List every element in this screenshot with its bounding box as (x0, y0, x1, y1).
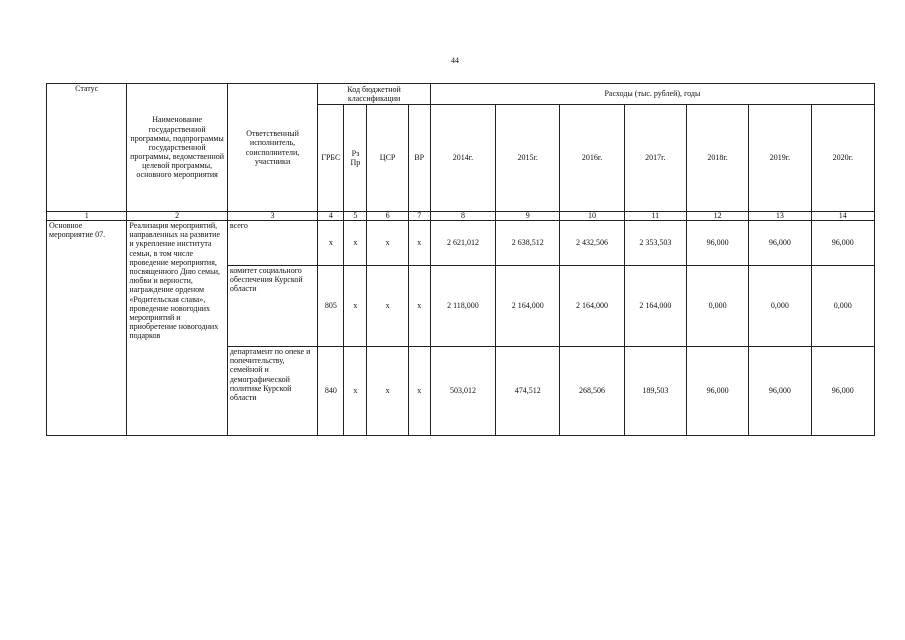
column-number: 8 (430, 212, 495, 221)
value-cell: 96,000 (686, 347, 748, 436)
column-number: 7 (408, 212, 430, 221)
column-number: 6 (367, 212, 408, 221)
header-row-top (47, 84, 875, 105)
column-number: 12 (686, 212, 748, 221)
value-cell: 0,000 (749, 266, 811, 347)
header-expenses: Расходы (тыс. рублей), годы (430, 84, 874, 105)
column-number: 14 (811, 212, 874, 221)
rzpr-cell: х (344, 266, 367, 347)
grbs-cell: х (318, 221, 344, 266)
column-number: 3 (227, 212, 317, 221)
budget-table (46, 83, 875, 436)
rzpr-cell: х (344, 347, 367, 436)
responsible-cell: департамент по опеке и попечительству, семейной и демографической политике Курской области (227, 347, 317, 436)
vr-cell: х (408, 266, 430, 347)
header-year: 2015г. (496, 105, 560, 212)
column-number: 11 (624, 212, 686, 221)
vr-cell: х (408, 347, 430, 436)
value-cell: 96,000 (811, 221, 874, 266)
table-row-total (47, 221, 875, 266)
column-number: 5 (344, 212, 367, 221)
header-vr: ВР (408, 105, 430, 212)
csr-cell: х (367, 266, 408, 347)
column-number-row (47, 212, 875, 221)
header-year: 2016г. (560, 105, 624, 212)
column-number: 2 (127, 212, 227, 221)
measure-name-cell: Реализация мероприятий, направленных на развитие и укрепление института семьи, в том числе проведение мероприятия, посвященного Дню семьи, любви и верности, награждение орденом «Родительская слава», проведение новогодних мероприятий и приобретение новогодних подарков (127, 221, 227, 436)
value-cell: 189,503 (624, 347, 686, 436)
value-cell: 0,000 (811, 266, 874, 347)
header-grbs: ГРБС (318, 105, 344, 212)
header-year: 2018г. (686, 105, 748, 212)
value-cell: 474,512 (496, 347, 560, 436)
rzpr-cell: х (344, 221, 367, 266)
header-csr: ЦСР (367, 105, 408, 212)
value-cell: 96,000 (749, 347, 811, 436)
column-number: 9 (496, 212, 560, 221)
header-year: 2020г. (811, 105, 874, 212)
column-number: 10 (560, 212, 624, 221)
header-responsible: Ответственный исполнитель, соисполнители, участники (227, 84, 317, 212)
header-year: 2019г. (749, 105, 811, 212)
header-budget-code: Код бюджетной классификации (318, 84, 431, 105)
csr-cell: х (367, 221, 408, 266)
value-cell: 2 638,512 (496, 221, 560, 266)
header-status: Статус (47, 84, 127, 212)
status-cell: Основное мероприятие 07. (47, 221, 127, 436)
grbs-cell: 840 (318, 347, 344, 436)
header-name: Наименование государственной программы, подпрограммы государственной программы, ведомственной целевой программы, основного мероприятия (127, 84, 227, 212)
page-number: 44 (451, 56, 459, 65)
responsible-cell: всего (227, 221, 317, 266)
value-cell: 2 164,000 (560, 266, 624, 347)
responsible-cell: комитет социального обеспечения Курской области (227, 266, 317, 347)
header-rzpr: Рз Пр (344, 105, 367, 212)
value-cell: 2 118,000 (430, 266, 495, 347)
value-cell: 2 353,503 (624, 221, 686, 266)
value-cell: 268,506 (560, 347, 624, 436)
header-year: 2017г. (624, 105, 686, 212)
column-number: 1 (47, 212, 127, 221)
value-cell: 2 164,000 (624, 266, 686, 347)
value-cell: 96,000 (686, 221, 748, 266)
header-year: 2014г. (430, 105, 495, 212)
value-cell: 503,012 (430, 347, 495, 436)
value-cell: 2 432,506 (560, 221, 624, 266)
value-cell: 96,000 (811, 347, 874, 436)
vr-cell: х (408, 221, 430, 266)
csr-cell: х (367, 347, 408, 436)
value-cell: 0,000 (686, 266, 748, 347)
value-cell: 2 164,000 (496, 266, 560, 347)
grbs-cell: 805 (318, 266, 344, 347)
column-number: 13 (749, 212, 811, 221)
column-number: 4 (318, 212, 344, 221)
value-cell: 2 621,012 (430, 221, 495, 266)
value-cell: 96,000 (749, 221, 811, 266)
